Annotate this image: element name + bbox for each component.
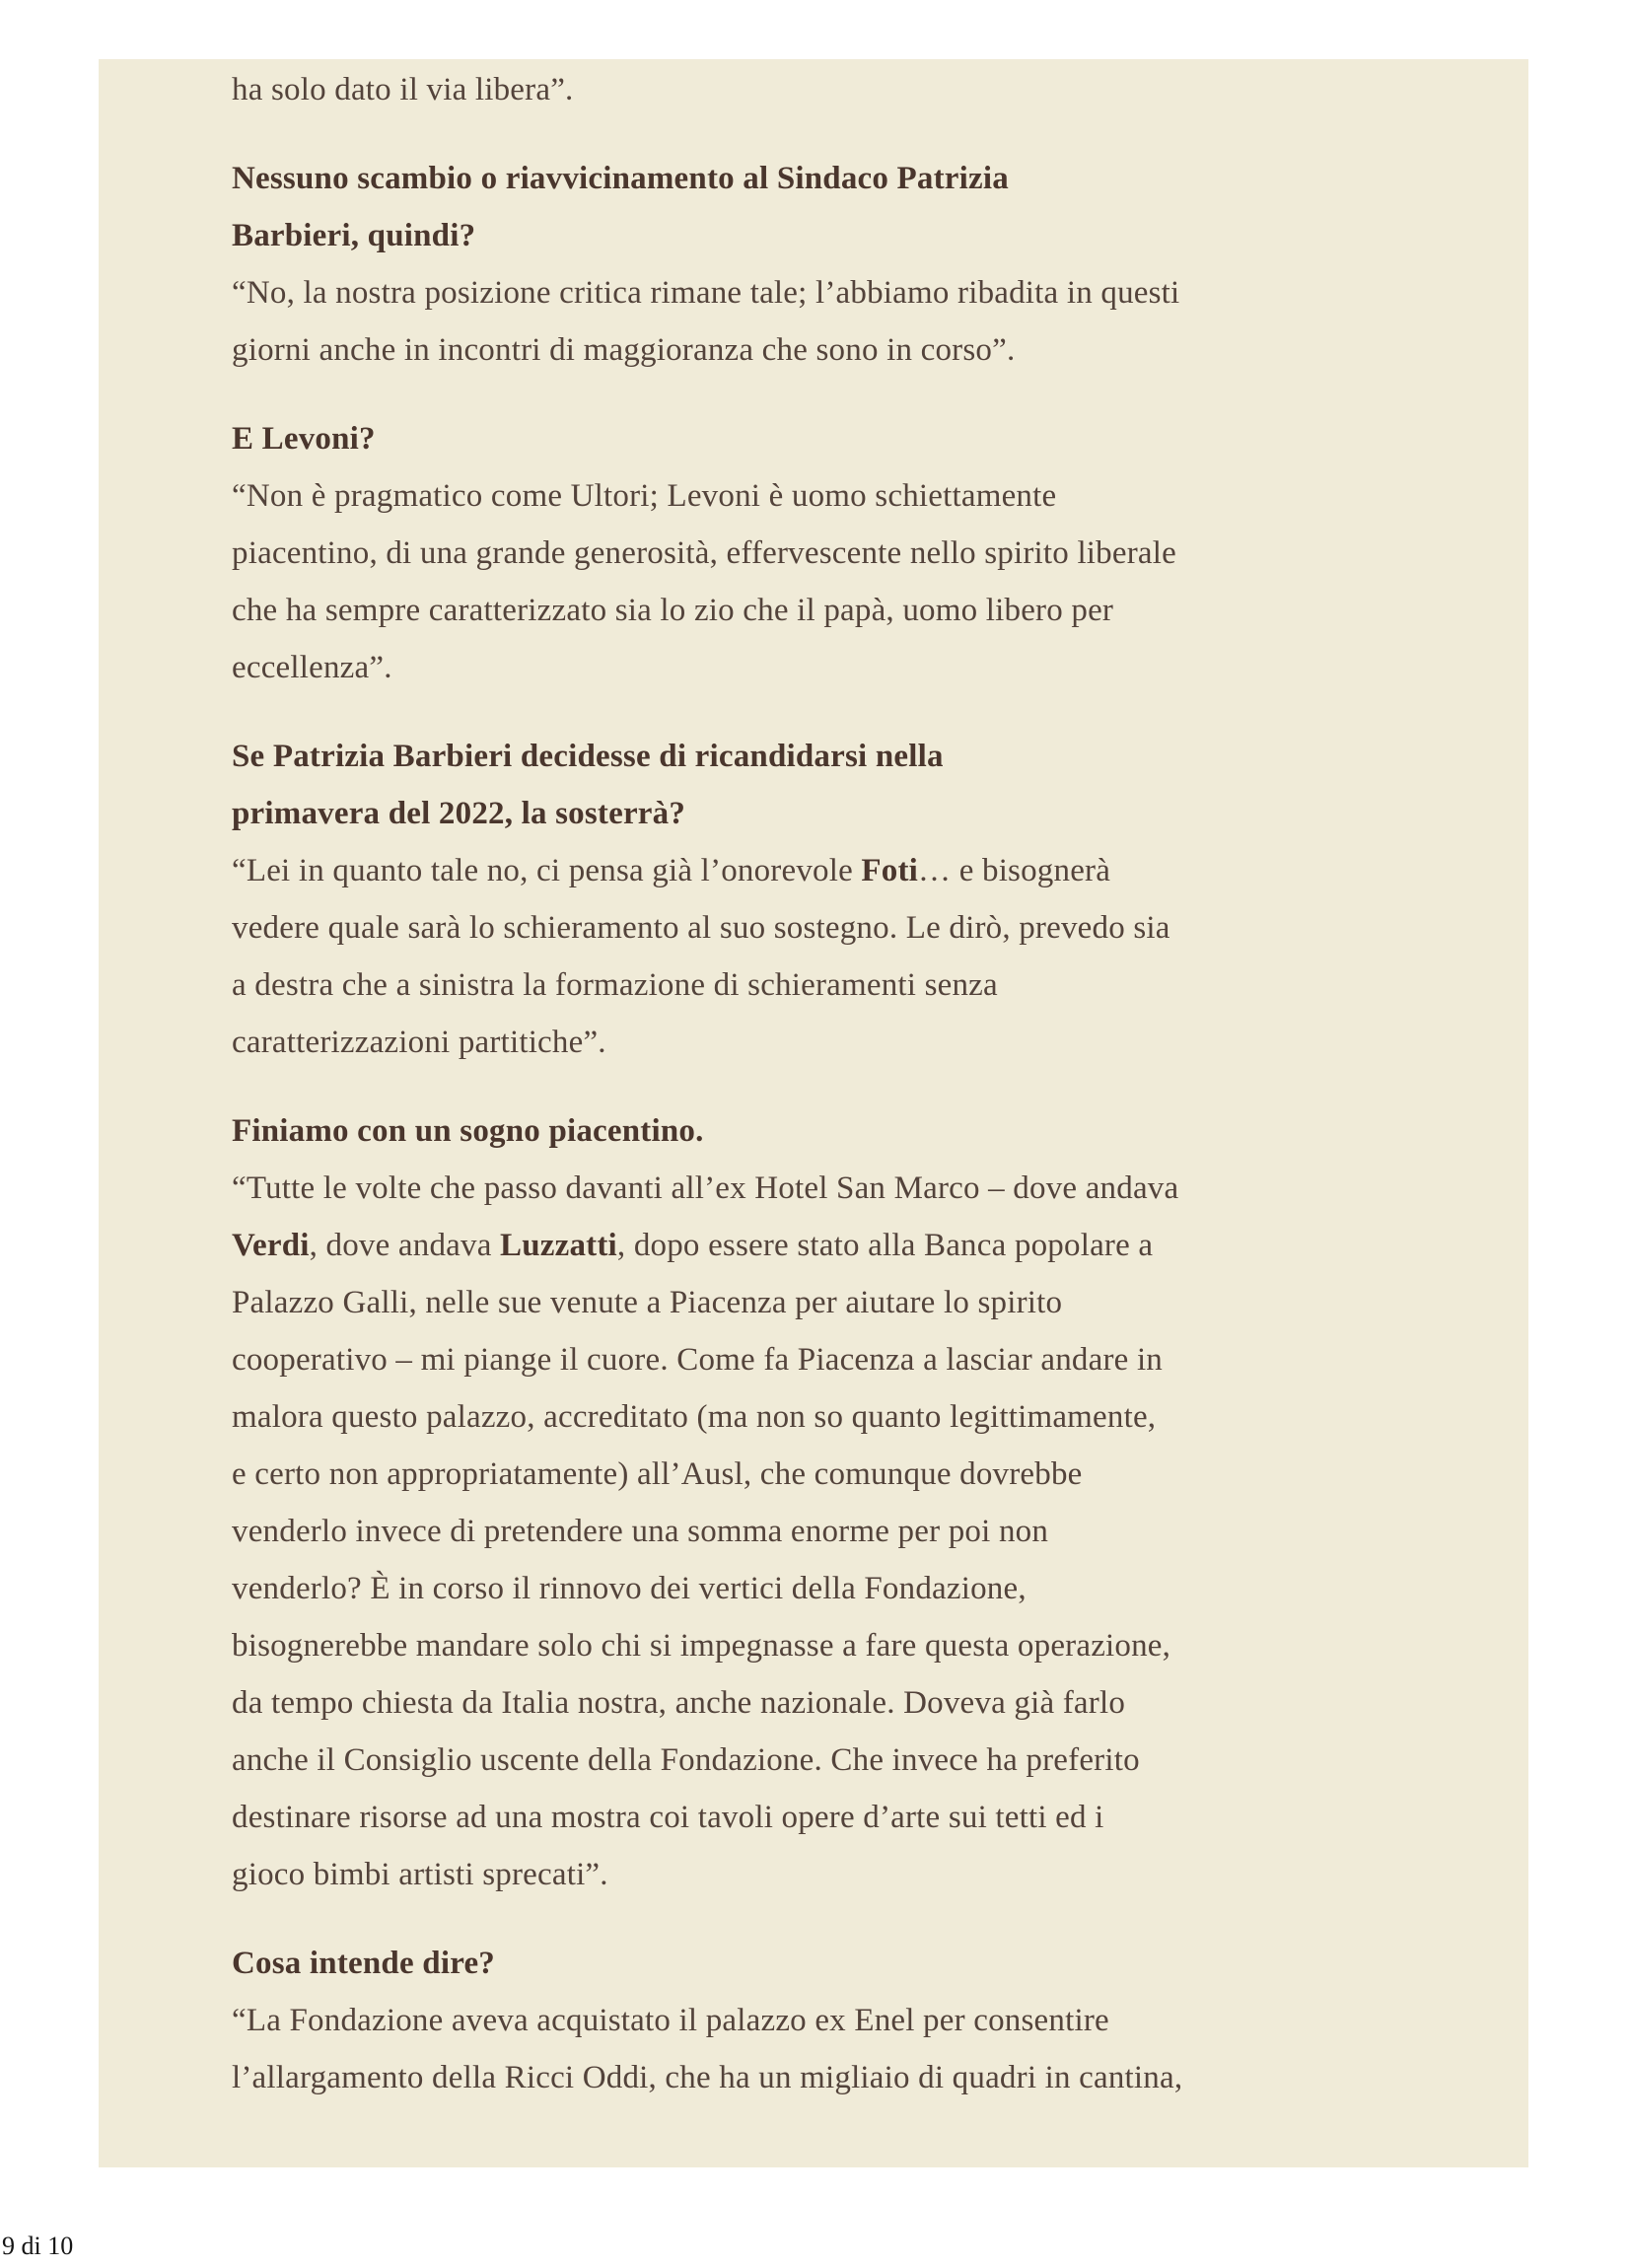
- text-segment: venderlo invece di pretendere una somma enorme per poi non: [232, 1514, 1049, 1549]
- text-segment: vedere quale sarà lo schieramento al suo sostegno. Le dirò, prevedo sia: [232, 910, 1170, 946]
- interview-question-heading: [232, 410, 1514, 467]
- interview-question-heading: [232, 1935, 1514, 1992]
- text-line: [232, 1446, 1514, 1503]
- interview-answer-paragraph: [232, 264, 1514, 379]
- text-line: [232, 207, 1514, 264]
- interview-question-heading: [232, 150, 1514, 264]
- text-segment: l’allargamento della Ricci Oddi, che ha un migliaio di quadri in cantina,: [232, 2060, 1183, 2095]
- text-line: [232, 1217, 1514, 1274]
- text-line: [232, 785, 1514, 842]
- text-line: [232, 1992, 1514, 2049]
- text-line: [232, 264, 1514, 321]
- interview-answer-paragraph: [232, 1992, 1514, 2106]
- text-line: [232, 410, 1514, 467]
- text-line: [232, 1014, 1514, 1071]
- text-segment: “No, la nostra posizione critica rimane tale; l’abbiamo ribadita in questi: [232, 275, 1180, 311]
- text-line: [232, 1331, 1514, 1388]
- text-segment: caratterizzazioni partitiche”.: [232, 1025, 606, 1060]
- text-segment: malora questo palazzo, accreditato (ma non so quanto legittimamente,: [232, 1399, 1157, 1435]
- text-line: [232, 899, 1514, 957]
- text-segment: piacentino, di una grande generosità, effervescente nello spirito liberale: [232, 535, 1176, 571]
- text-line: [232, 321, 1514, 379]
- text-line: [232, 1674, 1514, 1732]
- text-segment: da tempo chiesta da Italia nostra, anche nazionale. Doveva già farlo: [232, 1685, 1126, 1721]
- text-segment: … e bisognerà: [918, 853, 1111, 888]
- text-segment: Se Patrizia Barbieri decidesse di ricandidarsi nella: [232, 739, 944, 774]
- text-segment: “Non è pragmatico come Ultori; Levoni è uomo schiettamente: [232, 478, 1057, 514]
- text-segment: eccellenza”.: [232, 650, 392, 685]
- text-line: [232, 1935, 1514, 1992]
- text-line: [232, 1560, 1514, 1617]
- text-segment: Nessuno scambio o riavvicinamento al Sindaco Patrizia: [232, 161, 1009, 196]
- text-segment: e certo non appropriatamente) all’Ausl, che comunque dovrebbe: [232, 1456, 1083, 1492]
- interview-answer-paragraph: [232, 1160, 1514, 1903]
- text-line: [232, 467, 1514, 525]
- bold-name-segment: Verdi: [232, 1228, 310, 1263]
- text-segment: “La Fondazione aveva acquistato il palazzo ex Enel per consentire: [232, 2003, 1109, 2038]
- text-segment: anche il Consiglio uscente della Fondazione. Che invece ha preferito: [232, 1742, 1140, 1778]
- text-segment: Finiamo con un sogno piacentino.: [232, 1113, 704, 1149]
- text-segment: giorni anche in incontri di maggioranza che sono in corso”.: [232, 332, 1016, 368]
- text-line: [232, 1732, 1514, 1789]
- text-segment: Palazzo Galli, nelle sue venute a Piacenza per aiutare lo spirito: [232, 1285, 1063, 1320]
- text-line: [232, 1102, 1514, 1160]
- text-segment: Barbieri, quindi?: [232, 218, 476, 253]
- page-number-indicator: 9 di 10: [2, 2232, 74, 2260]
- text-line: [232, 1617, 1514, 1674]
- text-segment: “Tutte le volte che passo davanti all’ex Hotel San Marco – dove andava: [232, 1170, 1179, 1206]
- text-segment: bisognerebbe mandare solo chi si impegnasse a fare questa operazione,: [232, 1628, 1171, 1664]
- text-line: [232, 582, 1514, 639]
- text-line: [232, 728, 1514, 785]
- text-segment: primavera del 2022, la sosterrà?: [232, 796, 686, 831]
- interview-question-heading: [232, 1102, 1514, 1160]
- text-line: [232, 639, 1514, 696]
- interview-answer-paragraph: [232, 61, 1514, 118]
- text-line: [232, 525, 1514, 582]
- text-segment: venderlo? È in corso il rinnovo dei vertici della Fondazione,: [232, 1571, 1027, 1606]
- text-line: [232, 2049, 1514, 2106]
- text-segment: , dove andava: [309, 1228, 501, 1263]
- text-segment: cooperativo – mi piange il cuore. Come fa Piacenza a lasciar andare in: [232, 1342, 1164, 1378]
- text-segment: destinare risorse ad una mostra coi tavoli opere d’arte sui tetti ed i: [232, 1800, 1104, 1835]
- interview-question-heading: [232, 728, 1514, 842]
- text-line: [232, 1160, 1514, 1217]
- bold-name-segment: Foti: [861, 853, 919, 888]
- text-segment: Cosa intende dire?: [232, 1946, 496, 1981]
- bold-name-segment: Luzzatti: [500, 1228, 617, 1263]
- text-segment: che ha sempre caratterizzato sia lo zio che il papà, uomo libero per: [232, 593, 1114, 628]
- text-line: [232, 842, 1514, 899]
- text-line: [232, 1274, 1514, 1331]
- interview-answer-paragraph: [232, 842, 1514, 1071]
- text-segment: a destra che a sinistra la formazione di schieramenti senza: [232, 967, 998, 1003]
- text-segment: gioco bimbi artisti sprecati”.: [232, 1857, 608, 1892]
- text-segment: , dopo essere stato alla Banca popolare a: [616, 1228, 1154, 1263]
- text-line: [232, 1789, 1514, 1846]
- text-line: [232, 1503, 1514, 1560]
- text-line: [232, 150, 1514, 207]
- text-line: [232, 1388, 1514, 1446]
- text-segment: “Lei in quanto tale no, ci pensa già l’onorevole: [232, 853, 862, 888]
- article-content: [232, 61, 1514, 2106]
- interview-answer-paragraph: [232, 467, 1514, 696]
- text-line: [232, 1846, 1514, 1903]
- text-line: [232, 61, 1514, 118]
- article-page-panel: [99, 59, 1528, 2167]
- text-segment: ha solo dato il via libera”.: [232, 72, 574, 107]
- text-line: [232, 957, 1514, 1014]
- text-segment: E Levoni?: [232, 421, 376, 457]
